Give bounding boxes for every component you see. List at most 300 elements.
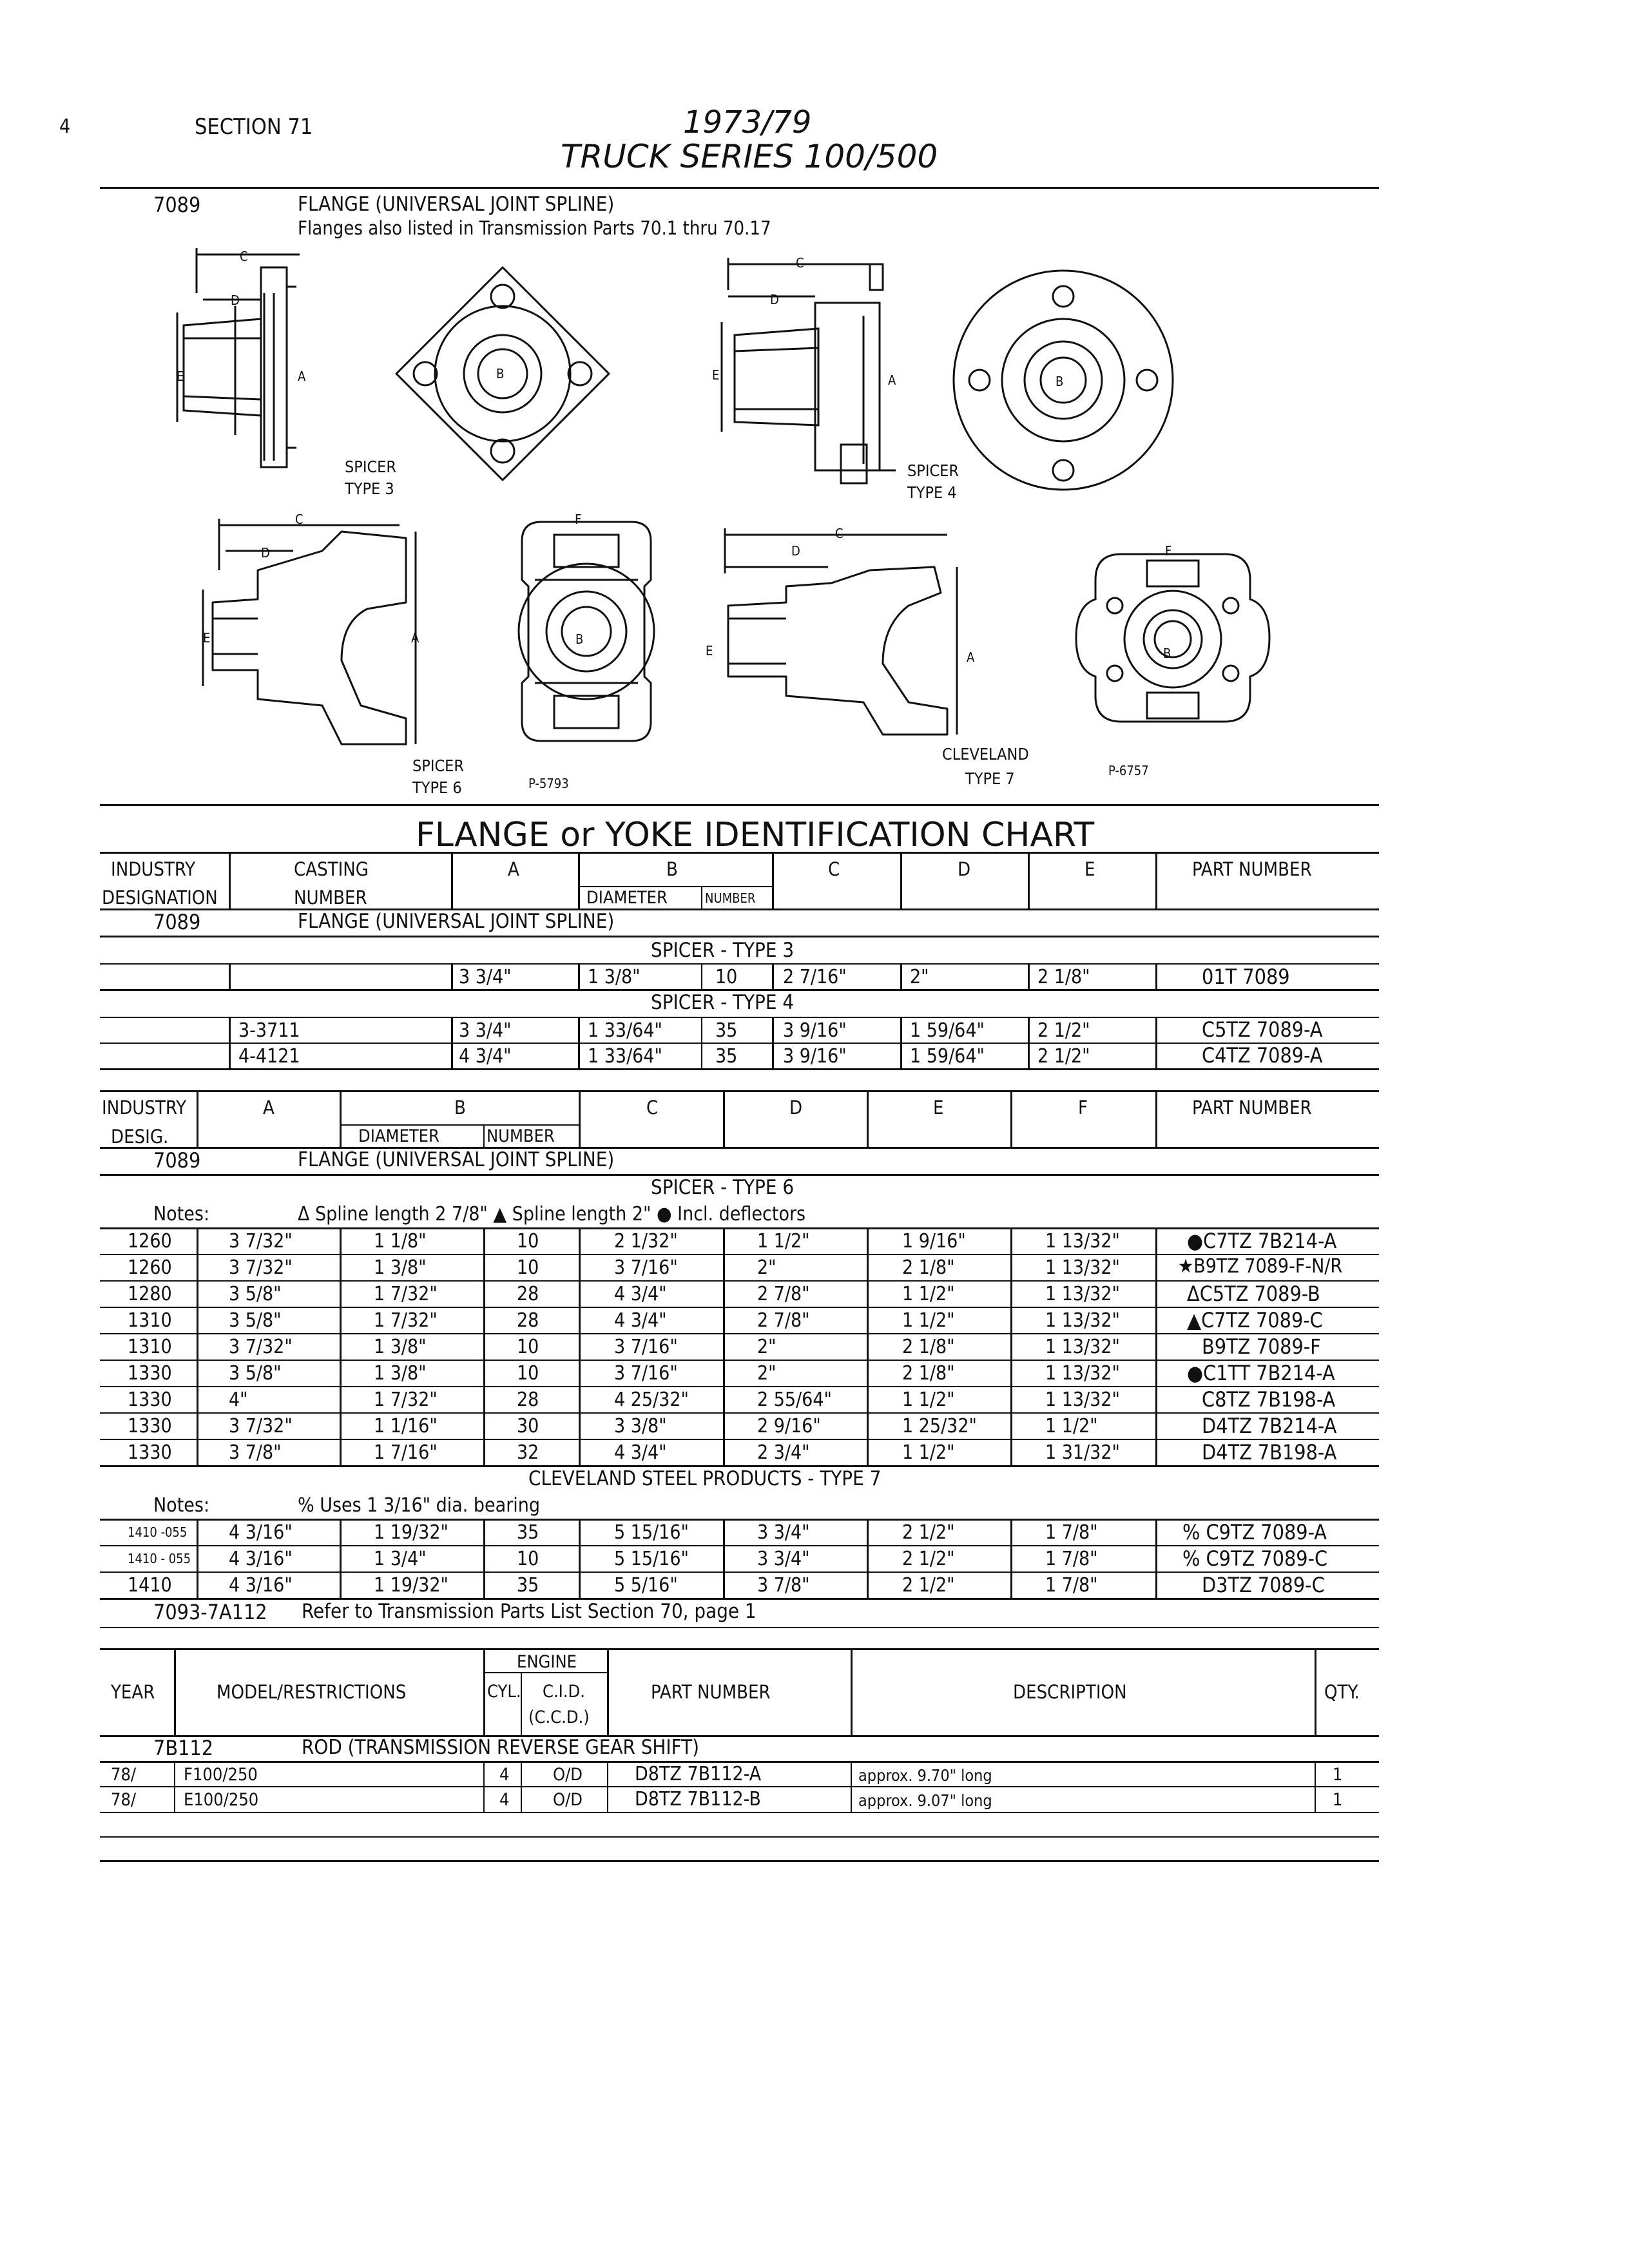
- cell-f: 1 7/8": [1045, 1548, 1098, 1570]
- header-rule: [100, 187, 1379, 189]
- cell-c: 3 7/16": [614, 1256, 678, 1279]
- hdr-b: B: [666, 858, 678, 880]
- cell-model: E100/250: [184, 1790, 259, 1810]
- hdr-number: NUMBER: [705, 890, 756, 906]
- cell-industry: 1260: [128, 1230, 172, 1253]
- cell-qty: 1: [1333, 1790, 1343, 1810]
- cell-c: 3 9/16": [783, 1019, 847, 1042]
- parts-hdr-qty: QTY.: [1324, 1681, 1360, 1703]
- spicer-type4-side-drawing: [702, 251, 915, 496]
- cell-f: 1 13/32": [1045, 1362, 1120, 1385]
- dim-c-label: C: [240, 249, 248, 264]
- hdr-diameter: DIAMETER: [586, 888, 668, 908]
- dim-d-label: D: [231, 293, 240, 308]
- cell-industry: 1310: [128, 1336, 172, 1358]
- chart2-rule: [340, 1124, 579, 1126]
- figures-bottom-rule: [100, 804, 1379, 806]
- chart2-vline: [197, 1227, 198, 1465]
- cell-d: 2 55/64": [757, 1389, 832, 1411]
- header-series: TRUCK SERIES 100/500: [561, 138, 938, 175]
- cell-f: 1 31/32": [1045, 1441, 1120, 1464]
- parts-vline: [851, 1761, 852, 1812]
- cell-d: 2 9/16": [757, 1415, 821, 1437]
- chart1-vline: [451, 1017, 453, 1068]
- hdr2-number: NUMBER: [487, 1126, 555, 1146]
- cell-f: 1 13/32": [1045, 1336, 1120, 1358]
- parts-hdr-model: MODEL/RESTRICTIONS: [217, 1681, 407, 1703]
- cell-casting: 3-3711: [238, 1019, 300, 1042]
- chart2-rule: [100, 1147, 1379, 1149]
- chart2-vline: [723, 1227, 725, 1465]
- chart2-vline: [579, 1519, 581, 1598]
- cell-part: ▲C7TZ 7089-C: [1187, 1308, 1323, 1332]
- cell-f: 1 13/32": [1045, 1389, 1120, 1411]
- hdr2-part: PART NUMBER: [1192, 1097, 1312, 1119]
- dim-a-label-4: A: [967, 649, 975, 665]
- chart1-vline: [578, 1017, 580, 1068]
- hdr-a: A: [508, 858, 519, 880]
- hdr-industry-1: INDUSTRY: [111, 858, 196, 880]
- cell-f: 1 1/2": [1045, 1415, 1098, 1437]
- chart-title: FLANGE or YOKE IDENTIFICATION CHART: [416, 816, 1095, 854]
- chart2-group-code: 7089: [153, 1148, 201, 1173]
- dim-c-label-4: C: [835, 526, 843, 541]
- cell-part: D8TZ 7B112-A: [635, 1763, 762, 1785]
- spicer-type6-label-1: SPICER: [412, 756, 465, 775]
- parts-rule: [100, 1786, 1379, 1787]
- spicer-type6-side-drawing: [193, 512, 438, 757]
- parts-hdr-engine: ENGINE: [517, 1652, 577, 1672]
- parts-vline: [1315, 1648, 1316, 1735]
- chart1-group-code: 7089: [153, 910, 201, 934]
- cleveland-label-2: TYPE 7: [965, 769, 1015, 788]
- cell-a: 4 3/16": [229, 1548, 293, 1570]
- chart2-group-title: FLANGE (UNIVERSAL JOINT SPLINE): [298, 1148, 615, 1171]
- hdr2-diameter: DIAMETER: [358, 1126, 439, 1146]
- cell-c: 4 3/4": [614, 1441, 667, 1464]
- hdr2-a: A: [263, 1097, 275, 1119]
- spicer-type6-front-drawing: [496, 509, 677, 754]
- dim-a-label-3: A: [411, 630, 419, 646]
- chart1-vline: [701, 886, 702, 908]
- cleveland-type7-side-drawing: [715, 522, 973, 754]
- dim-b-label-1: B: [496, 366, 505, 381]
- cell-c: 5 15/16": [614, 1521, 689, 1544]
- parts-rule: [483, 1672, 607, 1673]
- cell-e: 2 1/8": [902, 1362, 955, 1385]
- spicer-type6-label-2: TYPE 6: [412, 778, 462, 797]
- cell-e: 2 1/2": [1037, 1019, 1090, 1042]
- chart1-rule: [100, 1017, 1379, 1018]
- cell-f: 1 7/8": [1045, 1574, 1098, 1597]
- flange-code: 7089: [153, 193, 201, 217]
- chart1-vline: [229, 1017, 231, 1068]
- cell-a: 3 7/32": [229, 1415, 293, 1437]
- cell-f: 1 7/8": [1045, 1521, 1098, 1544]
- chart2-vline: [1010, 1090, 1012, 1147]
- chart1-vline: [701, 1017, 702, 1068]
- cell-model: F100/250: [184, 1765, 258, 1785]
- dim-d-label-3: D: [261, 545, 270, 561]
- cell-b-num: 10: [517, 1548, 539, 1570]
- chart2-sub-type7: CLEVELAND STEEL PRODUCTS - TYPE 7: [528, 1467, 882, 1490]
- cell-part: ●C7TZ 7B214-A: [1187, 1229, 1337, 1253]
- parts-vline: [174, 1648, 176, 1735]
- dim-b-label-4: B: [1163, 646, 1171, 661]
- chart1-vline: [229, 963, 231, 989]
- cell-e: 1 9/16": [902, 1230, 966, 1253]
- chart1-sub-type4: SPICER - TYPE 4: [651, 991, 795, 1014]
- cell-c: 3 3/8": [614, 1415, 667, 1437]
- cell-description: approx. 9.70" long: [858, 1766, 992, 1785]
- chart1-vline: [1155, 852, 1157, 908]
- cell-cyl: 4: [499, 1765, 510, 1785]
- page-number: 4: [59, 115, 71, 138]
- cell-industry: 1260: [128, 1256, 172, 1279]
- cell-industry: 1330: [128, 1415, 172, 1437]
- cell-b-dia: 1 3/8": [374, 1362, 427, 1385]
- cell-c: 5 5/16": [614, 1574, 678, 1597]
- cell-e: 1 1/2": [902, 1283, 955, 1305]
- chart1-vline: [900, 852, 902, 908]
- chart2-vline: [340, 1227, 342, 1465]
- cell-d: 3 3/4": [757, 1521, 810, 1544]
- hdr-c: C: [828, 858, 840, 880]
- spicer-type3-label-2: TYPE 3: [345, 479, 394, 498]
- chart2-vline: [1155, 1090, 1157, 1147]
- cell-c: 3 7/16": [614, 1362, 678, 1385]
- cell-b-num: 30: [517, 1415, 539, 1437]
- dim-e-label-2: E: [712, 367, 720, 383]
- parts-vline: [851, 1648, 853, 1735]
- chart1-sub-type3: SPICER - TYPE 3: [651, 939, 795, 962]
- chart1-vline: [772, 963, 774, 989]
- chart2-rule: [100, 1439, 1379, 1440]
- cell-a: 4 3/16": [229, 1574, 293, 1597]
- cell-a: 3 5/8": [229, 1362, 282, 1385]
- cell-industry: 1330: [128, 1441, 172, 1464]
- hdr-casting-1: CASTING: [294, 858, 369, 880]
- cell-e: 2 1/2": [902, 1521, 955, 1544]
- cell-c: 3 9/16": [783, 1045, 847, 1068]
- chart1-rule: [578, 886, 772, 887]
- dim-e-label: E: [177, 369, 184, 384]
- cell-part: ●C1TT 7B214-A: [1187, 1361, 1335, 1385]
- chart1-vline: [701, 963, 702, 989]
- cell-part: ★B9TZ 7089-F-N/R: [1178, 1255, 1343, 1278]
- hdr2-d: D: [789, 1097, 803, 1119]
- cell-d: 1 59/64": [910, 1019, 985, 1042]
- chart1-vline: [772, 1017, 774, 1068]
- parts-vline: [607, 1761, 608, 1812]
- header-years: 1973/79: [683, 104, 812, 140]
- cell-e: 1 1/2": [902, 1441, 955, 1464]
- cell-b-num: 10: [517, 1336, 539, 1358]
- spicer-type4-label-2: TYPE 4: [907, 483, 957, 502]
- cell-a: 3 3/4": [459, 966, 512, 988]
- chart1-rule: [100, 936, 1379, 937]
- parts-vline: [1315, 1761, 1316, 1812]
- cell-part: % C9TZ 7089-A: [1182, 1520, 1327, 1544]
- cell-a: 3 3/4": [459, 1019, 512, 1042]
- chart2-vline: [867, 1090, 869, 1147]
- cell-b-dia: 1 1/8": [374, 1230, 427, 1253]
- chart1-top-rule: [100, 852, 1379, 854]
- chart1-vline: [1155, 1017, 1157, 1068]
- chart1-rule: [100, 963, 1379, 965]
- cell-b-dia: 1 33/64": [588, 1045, 662, 1068]
- chart2-vline: [1010, 1227, 1012, 1465]
- parts-hdr-description: DESCRIPTION: [1013, 1681, 1127, 1703]
- cell-year: 78/: [111, 1790, 137, 1810]
- hdr-industry-2: DESIGNATION: [102, 887, 218, 908]
- parts-rule: [100, 1836, 1379, 1838]
- cell-part: ΔC5TZ 7089-B: [1187, 1282, 1320, 1306]
- chart1-vline: [1028, 852, 1030, 908]
- cell-e: 2 1/2": [902, 1574, 955, 1597]
- cell-c: 4 3/4": [614, 1283, 667, 1305]
- cell-d: 1 59/64": [910, 1045, 985, 1068]
- cell-e: 2 1/2": [1037, 1045, 1090, 1068]
- cell-c: 4 3/4": [614, 1309, 667, 1332]
- hdr2-b: B: [454, 1097, 466, 1119]
- cell-e: 1 25/32": [902, 1415, 977, 1437]
- notes2-text: % Uses 1 3/16" dia. bearing: [298, 1494, 541, 1517]
- cell-b-dia: 1 3/8": [588, 966, 641, 988]
- dim-e-label-3: E: [203, 630, 211, 646]
- ref-p6757: P-6757: [1108, 763, 1149, 778]
- chart1-group-title: FLANGE (UNIVERSAL JOINT SPLINE): [298, 910, 615, 933]
- cell-part: 01T 7089: [1202, 965, 1290, 989]
- hdr2-c: C: [646, 1097, 659, 1119]
- chart2-vline: [579, 1090, 581, 1147]
- cell-industry: 1410 - 055: [128, 1551, 191, 1566]
- cell-c: 3 7/16": [614, 1336, 678, 1358]
- chart2-vline: [1155, 1227, 1157, 1465]
- spicer-type3-label-1: SPICER: [345, 457, 397, 476]
- chart2-rule: [100, 1333, 1379, 1334]
- parts-rule: [100, 1735, 1379, 1737]
- cell-casting: 4-4121: [238, 1045, 300, 1068]
- chart1-vline: [900, 1017, 902, 1068]
- cell-part: C4TZ 7089-A: [1202, 1043, 1323, 1068]
- cell-qty: 1: [1333, 1765, 1343, 1785]
- cell-b-dia: 1 1/16": [374, 1415, 438, 1437]
- cell-f: 1 13/32": [1045, 1309, 1120, 1332]
- parts-vline: [607, 1648, 609, 1735]
- parts-rule: [100, 1648, 1379, 1650]
- cell-year: 78/: [111, 1765, 137, 1785]
- cell-a: 4": [229, 1389, 248, 1411]
- cell-e: 1 1/2": [902, 1309, 955, 1332]
- hdr2-industry-2: DESIG.: [111, 1126, 169, 1148]
- parts-hdr-cid: C.I.D.: [543, 1682, 585, 1702]
- cell-part: D8TZ 7B112-B: [635, 1788, 761, 1811]
- cell-industry: 1410: [128, 1574, 172, 1597]
- cell-a: 4 3/16": [229, 1521, 293, 1544]
- cell-c: 2 7/16": [783, 966, 847, 988]
- chart2-rule: [100, 1386, 1379, 1387]
- cell-b-dia: 1 19/32": [374, 1521, 448, 1544]
- chart1-vline: [772, 852, 774, 908]
- chart2-vline: [1010, 1519, 1012, 1598]
- cell-industry: 1330: [128, 1362, 172, 1385]
- hdr2-e: E: [933, 1097, 944, 1119]
- chart2-vline: [723, 1519, 725, 1598]
- cell-b-dia: 1 7/32": [374, 1283, 438, 1305]
- dim-b-label-2: B: [1055, 374, 1064, 389]
- cleveland-label-1: CLEVELAND: [942, 745, 1029, 764]
- chart1-vline: [229, 852, 231, 908]
- chart1-vline: [1155, 963, 1157, 989]
- cell-part: B9TZ 7089-F: [1202, 1334, 1321, 1359]
- cell-e: 2 1/2": [902, 1548, 955, 1570]
- hdr2-industry-1: INDUSTRY: [102, 1097, 187, 1119]
- dim-c-label-2: C: [796, 255, 804, 271]
- chart1-vline: [900, 963, 902, 989]
- cell-description: approx. 9.07" long: [858, 1791, 992, 1810]
- chart2-vline: [483, 1519, 485, 1598]
- cell-d: 1 1/2": [757, 1230, 810, 1253]
- cell-b-num: 10: [517, 1230, 539, 1253]
- parts-group-code: 7B112: [153, 1736, 213, 1760]
- cell-part: % C9TZ 7089-C: [1182, 1546, 1328, 1571]
- cell-b-num: 32: [517, 1441, 539, 1464]
- parts-group-title: ROD (TRANSMISSION REVERSE GEAR SHIFT): [302, 1736, 700, 1759]
- spicer-type4-label-1: SPICER: [907, 461, 959, 480]
- cell-b-dia: 1 3/8": [374, 1256, 427, 1279]
- cell-d: 2": [757, 1256, 776, 1279]
- cell-b-num: 28: [517, 1283, 539, 1305]
- cell-part: D4TZ 7B214-A: [1202, 1414, 1337, 1438]
- cell-e: 1 1/2": [902, 1389, 955, 1411]
- notes2-label: Notes:: [153, 1494, 210, 1517]
- dim-a-label: A: [298, 369, 306, 384]
- parts-hdr-cyl: CYL.: [487, 1682, 521, 1702]
- cell-part: C5TZ 7089-A: [1202, 1017, 1323, 1042]
- chart2-vline: [867, 1227, 869, 1465]
- cell-f: 1 13/32": [1045, 1256, 1120, 1279]
- chart2-rule: [100, 1412, 1379, 1414]
- cell-c: 4 25/32": [614, 1389, 689, 1411]
- chart2-footer-text: Refer to Transmission Parts List Section 70, page 1: [302, 1600, 757, 1623]
- cell-b-num: 35: [517, 1521, 539, 1544]
- cell-industry: 1280: [128, 1283, 172, 1305]
- cell-d: 2 7/8": [757, 1309, 810, 1332]
- cell-b-num: 10: [517, 1256, 539, 1279]
- chart1-vline: [578, 852, 580, 908]
- chart2-vline: [340, 1090, 342, 1147]
- chart2-vline: [340, 1519, 342, 1598]
- cell-b-dia: 1 3/4": [374, 1548, 427, 1570]
- cell-b-num: 28: [517, 1389, 539, 1411]
- cell-industry: 1330: [128, 1389, 172, 1411]
- chart2-vline: [579, 1227, 581, 1465]
- hdr-casting-2: NUMBER: [294, 887, 367, 908]
- chart2-rule: [100, 1090, 1379, 1092]
- cell-f: 1 13/32": [1045, 1283, 1120, 1305]
- parts-bottom-rule: [100, 1860, 1379, 1862]
- cell-d: 2": [757, 1362, 776, 1385]
- cell-c: 2 1/32": [614, 1230, 678, 1253]
- cell-a: 4 3/4": [459, 1045, 512, 1068]
- parts-rule: [100, 1812, 1379, 1813]
- cell-f: 1 13/32": [1045, 1230, 1120, 1253]
- chart1-vline: [1028, 963, 1030, 989]
- cell-e: 2 1/8": [1037, 966, 1090, 988]
- hdr-part: PART NUMBER: [1192, 858, 1312, 880]
- chart2-vline: [723, 1090, 725, 1147]
- dim-f-label-2: F: [1165, 543, 1172, 559]
- cell-b-num: 35: [517, 1574, 539, 1597]
- cell-a: 3 7/8": [229, 1441, 282, 1464]
- dim-f-label-1: F: [575, 512, 582, 527]
- chart2-vline: [483, 1124, 485, 1147]
- cell-b-dia: 1 19/32": [374, 1574, 448, 1597]
- parts-hdr-ccd: (C.C.D.): [528, 1707, 590, 1727]
- cell-d: 3 3/4": [757, 1548, 810, 1570]
- parts-vline: [521, 1761, 522, 1812]
- hdr-e: E: [1084, 858, 1095, 880]
- cell-cid: O/D: [553, 1790, 583, 1810]
- chart1-rule: [100, 1043, 1379, 1044]
- dim-b-label-3: B: [575, 631, 584, 647]
- chart1-vline: [451, 963, 453, 989]
- cell-b-num: 10: [517, 1362, 539, 1385]
- cell-b-dia: 1 3/8": [374, 1336, 427, 1358]
- chart1-vline: [1028, 1017, 1030, 1068]
- chart1-vline: [451, 852, 453, 908]
- cell-a: 3 5/8": [229, 1283, 282, 1305]
- chart2-vline: [867, 1519, 869, 1598]
- cell-b-dia: 1 7/32": [374, 1389, 438, 1411]
- dim-a-label-2: A: [888, 372, 896, 388]
- chart2-vline: [1155, 1519, 1157, 1598]
- dim-d-label-2: D: [770, 292, 779, 307]
- notes1-text: Δ Spline length 2 7/8" ▲ Spline length 2" ● Incl. deflectors: [298, 1203, 806, 1225]
- cell-part: D3TZ 7089-C: [1202, 1573, 1325, 1597]
- dim-d-label-4: D: [791, 543, 800, 559]
- cell-c: 5 15/16": [614, 1548, 689, 1570]
- cell-b-num: 10: [715, 966, 738, 988]
- section-label: SECTION 71: [195, 114, 313, 140]
- chart1-rule: [100, 1068, 1379, 1070]
- cell-part: C8TZ 7B198-A: [1202, 1387, 1336, 1412]
- flange-note: Flanges also listed in Transmission Parts 70.1 thru 70.17: [298, 217, 771, 239]
- cell-b-dia: 1 33/64": [588, 1019, 662, 1042]
- parts-vline: [483, 1761, 485, 1812]
- cleveland-type7-front-drawing: [1070, 535, 1276, 741]
- cell-e: 2 1/8": [902, 1336, 955, 1358]
- cell-part: D4TZ 7B198-A: [1202, 1440, 1337, 1465]
- spicer-type3-side-drawing: [164, 242, 319, 486]
- cell-b-dia: 1 7/32": [374, 1309, 438, 1332]
- dim-e-label-4: E: [706, 643, 713, 658]
- dim-c-label-3: C: [295, 512, 304, 527]
- cell-cyl: 4: [499, 1790, 510, 1810]
- cell-industry: 1310: [128, 1309, 172, 1332]
- chart2-vline: [483, 1227, 485, 1465]
- cell-a: 3 5/8": [229, 1309, 282, 1332]
- notes1-label: Notes:: [153, 1203, 210, 1225]
- cell-industry: 1410 -055: [128, 1524, 188, 1540]
- cell-d: 3 7/8": [757, 1574, 810, 1597]
- cell-d: 2 7/8": [757, 1283, 810, 1305]
- parts-vline: [174, 1761, 175, 1812]
- parts-hdr-part: PART NUMBER: [651, 1681, 771, 1703]
- cell-b-num: 35: [715, 1045, 738, 1068]
- parts-hdr-year: YEAR: [111, 1681, 155, 1703]
